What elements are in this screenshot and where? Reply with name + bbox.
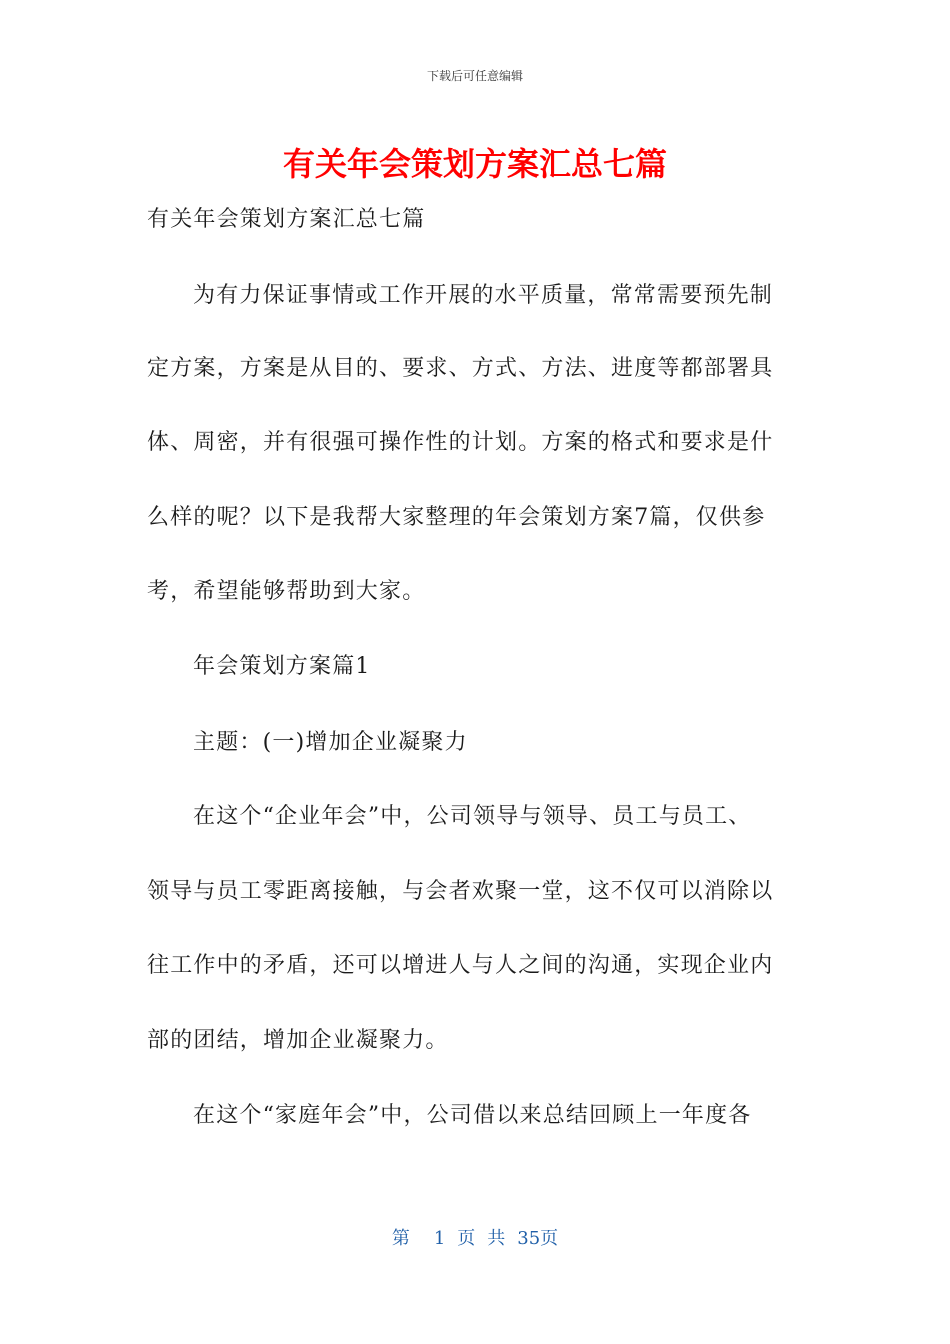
document-title: 有关年会策划方案汇总七篇 <box>282 145 667 183</box>
paragraph-line: 体、周密，并有很强可操作性的计划。方案的格式和要求是什 <box>147 430 774 455</box>
paragraph-line: 领导与员工零距离接触，与会者欢聚一堂，这不仅可以消除以 <box>147 879 774 904</box>
paragraph-line: 在这个“企业年会”中，公司领导与领导、员工与员工、 <box>193 804 752 829</box>
footer-page-word: 页 <box>457 1228 476 1249</box>
footer-total-pages: 35页 <box>517 1228 559 1249</box>
page-footer <box>0 1228 950 1250</box>
paragraph-line: 在这个“家庭年会”中，公司借以来总结回顾上一年度各 <box>193 1103 752 1128</box>
paragraph-line: 考，希望能够帮助到大家。 <box>147 579 426 604</box>
footer-total-word: 共 <box>487 1228 506 1249</box>
footer-current-page: 1 <box>433 1228 446 1249</box>
paragraph-line: 往工作中的矛盾，还可以增进人与人之间的沟通，实现企业内 <box>147 953 774 978</box>
section-heading: 年会策划方案篇1 <box>193 654 371 679</box>
paragraph-line: 么样的呢？以下是我帮大家整理的年会策划方案7篇，仅供参 <box>147 505 766 530</box>
footer-prefix: 第 <box>391 1228 410 1249</box>
header-note: 下载后可任意编辑 <box>426 69 523 83</box>
paragraph-line: 部的团结，增加企业凝聚力。 <box>147 1028 449 1053</box>
paragraph-line: 为有力保证事情或工作开展的水平质量，常常需要预先制 <box>193 283 774 308</box>
theme-line: 主题：(一)增加企业凝聚力 <box>193 730 468 755</box>
paragraph-line: 定方案，方案是从目的、要求、方式、方法、进度等都部署具 <box>147 356 774 381</box>
subtitle-line: 有关年会策划方案汇总七篇 <box>147 207 426 232</box>
